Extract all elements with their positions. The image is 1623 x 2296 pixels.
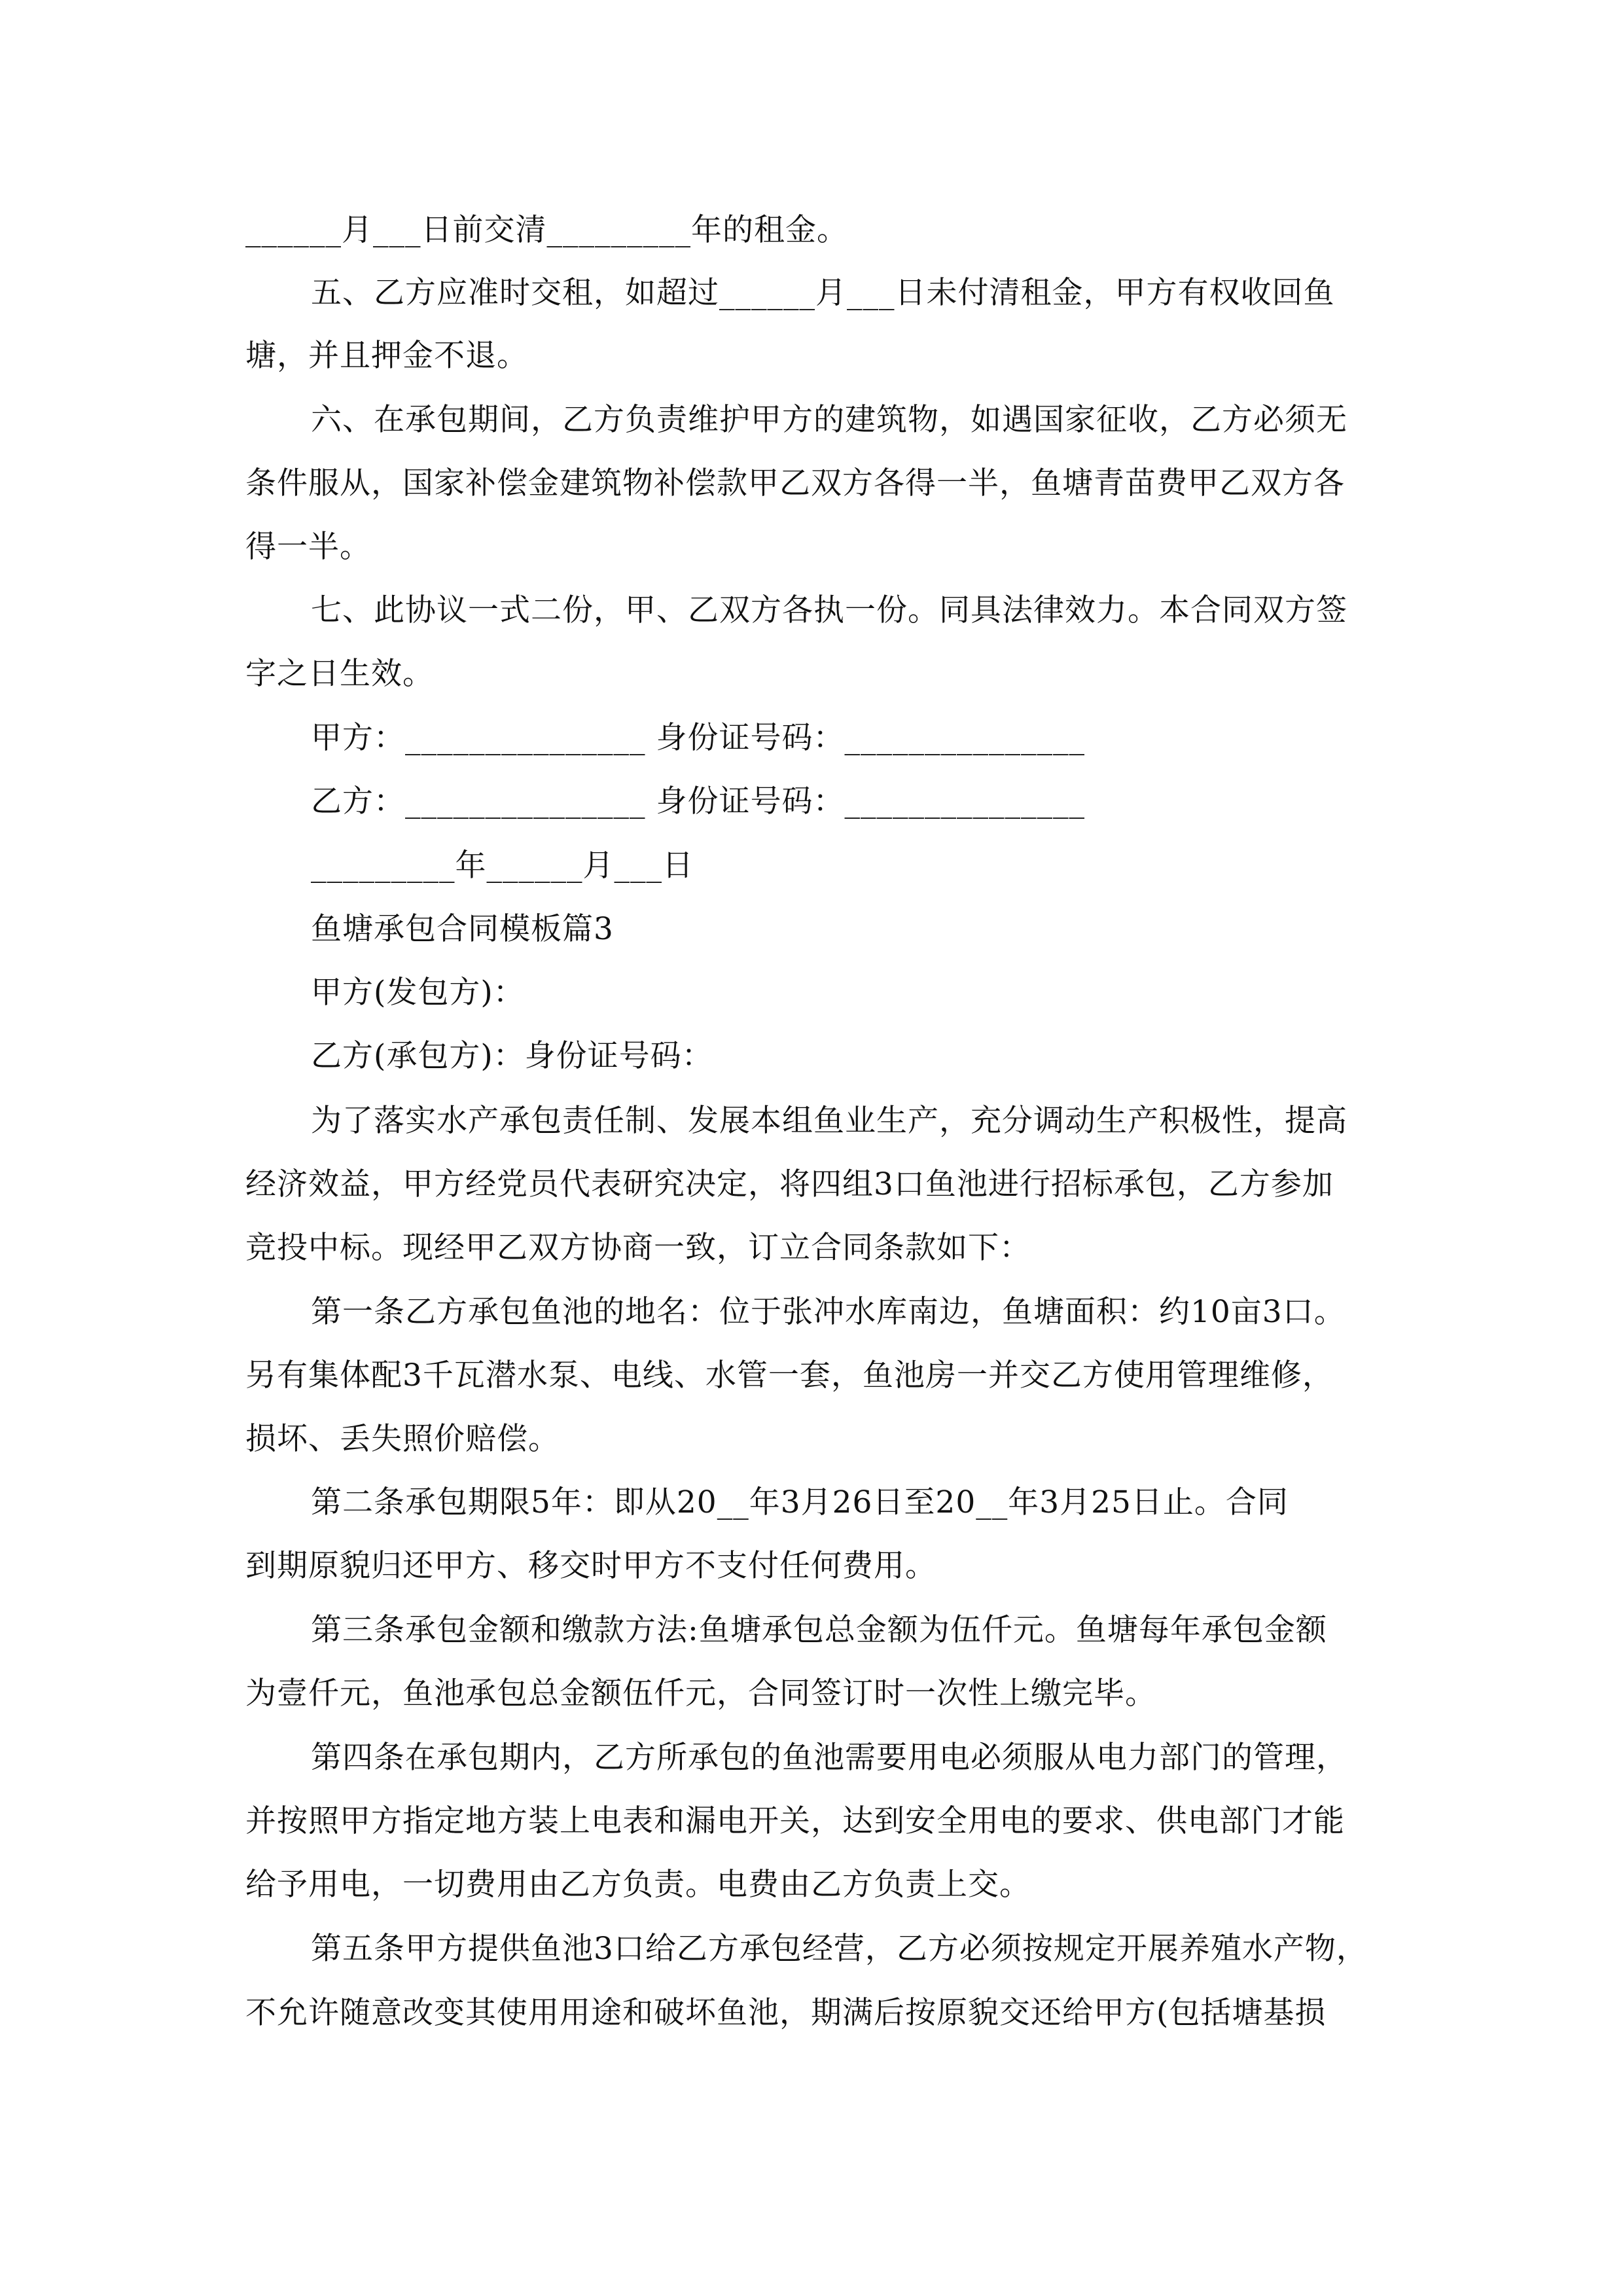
text-line: 经济效益，甲方经党员代表研究决定，将四组3口鱼池进行招标承包，乙方参加 <box>245 1166 1334 1202</box>
text-line: 第四条在承包期内，乙方所承包的鱼池需要用电必须服从电力部门的管理， <box>311 1740 1347 1776</box>
text-line: 七、此协议一式二份，甲、乙双方各执一份。同具法律效力。本合同双方签 <box>311 592 1347 628</box>
text-line: 为壹仟元，鱼池承包总金额伍仟元，合同签订时一次性上缴完毕。 <box>245 1676 1156 1712</box>
text-line: 六、在承包期间，乙方负责维护甲方的建筑物，如遇国家征收，乙方必须无 <box>311 402 1347 438</box>
text-line: 不允许随意改变其使用用途和破坏鱼池，期满后按原貌交还给甲方(包括塘基损 <box>245 1995 1327 2031</box>
text-line: 第一条乙方承包鱼池的地名：位于张冲水库南边，鱼塘面积：约10亩3口。 <box>311 1294 1346 1330</box>
text-line: 甲方(发包方)： <box>311 975 525 1011</box>
text-line: 乙方：_______________ 身份证号码：_______________ <box>311 783 1085 819</box>
text-line: 塘，并且押金不退。 <box>245 338 528 374</box>
text-line: 乙方(承包方)：身份证号码： <box>311 1038 713 1074</box>
text-line: 第五条甲方提供鱼池3口给乙方承包经营，乙方必须按规定开展养殖水产物， <box>311 1931 1368 1967</box>
text-line: 到期原貌归还甲方、移交时甲方不支付任何费用。 <box>245 1548 936 1584</box>
text-line: 五、乙方应准时交租，如超过______月___日未付清租金，甲方有权收回鱼 <box>311 275 1335 311</box>
text-line: 字之日生效。 <box>245 656 434 692</box>
text-line: 第三条承包金额和缴款方法:鱼塘承包总金额为伍仟元。鱼塘每年承包金额 <box>311 1612 1327 1648</box>
text-line: 并按照甲方指定地方装上电表和漏电开关，达到安全用电的要求、供电部门才能 <box>245 1803 1345 1839</box>
text-line: 条件服从，国家补偿金建筑物补偿款甲乙双方各得一半，鱼塘青苗费甲乙双方各 <box>245 465 1345 501</box>
text-line: ______月___日前交清_________年的租金。 <box>245 212 848 248</box>
text-line: 第二条承包期限5年：即从20__年3月26日至20__年3月25日止。合同 <box>311 1484 1289 1520</box>
section-title: 鱼塘承包合同模板篇3 <box>311 911 614 947</box>
text-line: _________年______月___日 <box>311 848 694 884</box>
text-line: 损坏、丢失照价赔偿。 <box>245 1421 560 1457</box>
text-line: 得一半。 <box>245 529 371 565</box>
text-line: 另有集体配3千瓦潜水泵、电线、水管一套，鱼池房一并交乙方使用管理维修， <box>245 1357 1334 1393</box>
text-line: 竞投中标。现经甲乙双方协商一致，订立合同条款如下： <box>245 1230 1031 1266</box>
text-line: 为了落实水产承包责任制、发展本组鱼业生产，充分调动生产积极性，提高 <box>311 1103 1347 1139</box>
text-line: 甲方：_______________ 身份证号码：_______________ <box>311 720 1085 756</box>
text-line: 给予用电，一切费用由乙方负责。电费由乙方负责上交。 <box>245 1867 1031 1903</box>
